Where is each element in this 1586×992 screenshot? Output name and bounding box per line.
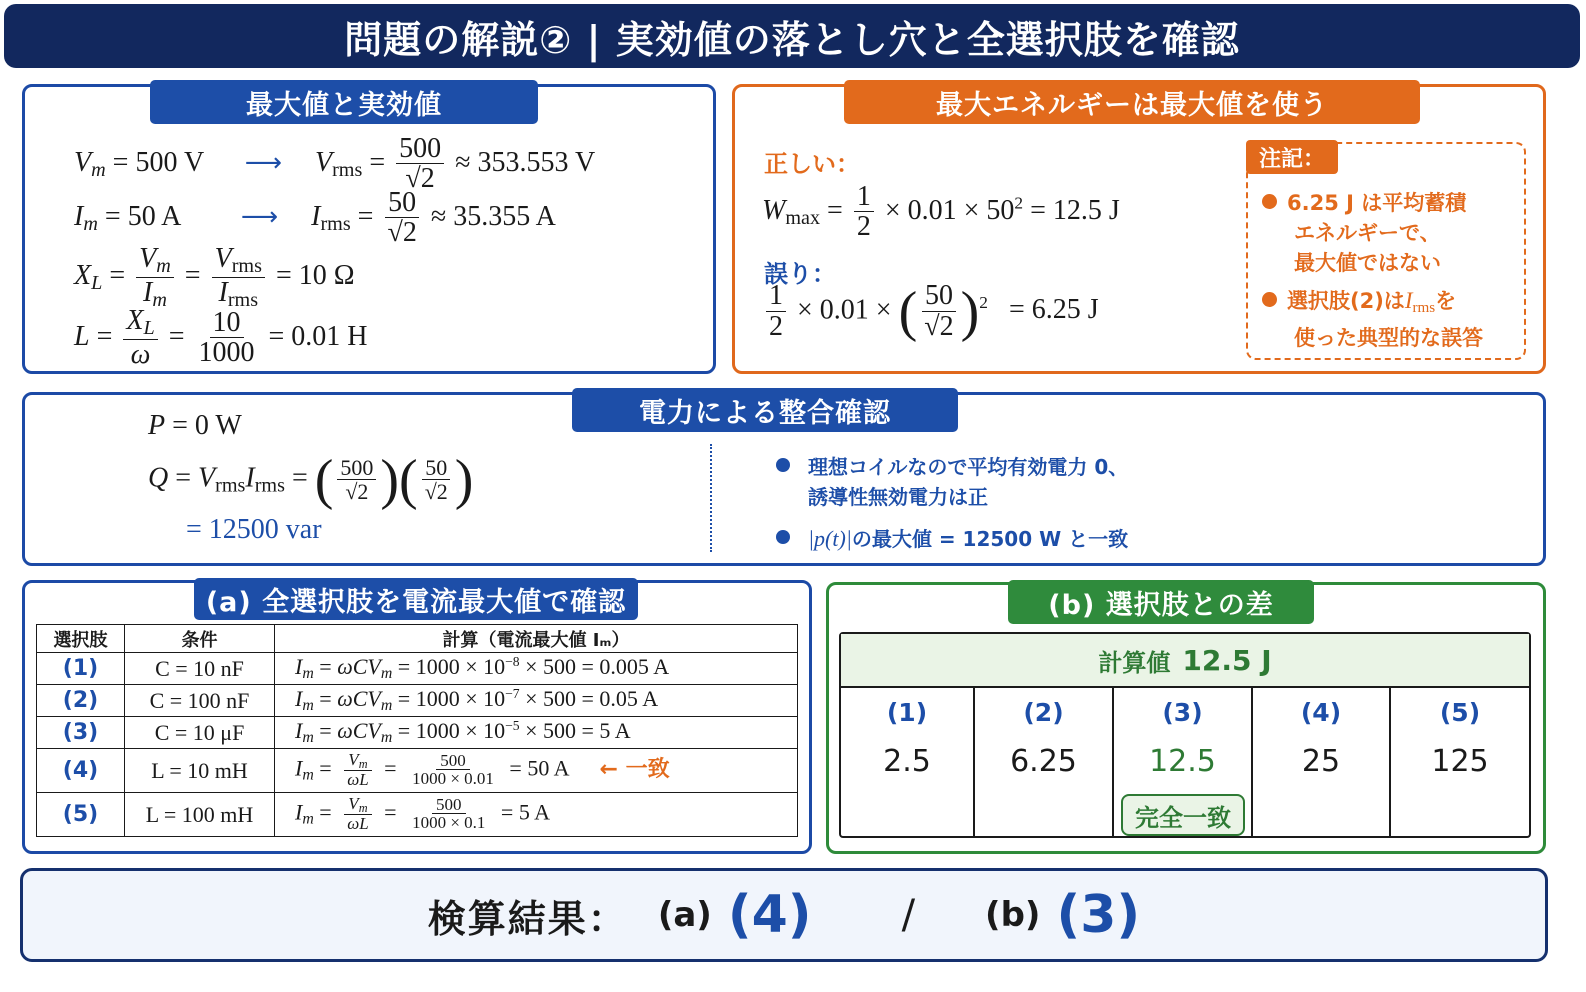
irms-numerator: 50 (385, 188, 419, 218)
wrong-mid: × 0.01 × (797, 294, 892, 326)
power-panel-title: 電力による整合確認 (572, 388, 958, 432)
irms-denominator: √2 (387, 217, 417, 249)
wmax-rhs: × 0.01 × 50 (884, 195, 1015, 227)
power-bullet-1: 理想コイルなので平均有効電力 0、 誘導性無効電力は正 (776, 452, 1128, 512)
energy-options-table (839, 632, 1531, 838)
vrms-numerator: 500 (396, 134, 444, 164)
wmax-exponent: 2 (1014, 193, 1024, 213)
result-a-value: (4) (727, 885, 812, 945)
table-header: 条件 (125, 625, 275, 653)
im-equation: $I_m = 50$ A ⟶ $I_{rms}$ = $\frac{50}{√2}$ ≈ 35.355 A (74, 187, 556, 249)
divider (710, 444, 712, 552)
max-rms-panel-title: 最大値と実効値 (150, 80, 538, 124)
table-header-row (37, 625, 798, 653)
match-note: ← 一致 (599, 756, 670, 782)
wrong-equation: $\frac{1}{2}$ × 0.01 × ( $\frac{50}{√2}$ )$^2$ = 6.25 J (762, 280, 1099, 344)
table-row: (2) C = 100 nF $I_m = \omega CV_m = 1000 \times 10^{-7} \times 500 = 0.05$ A (37, 685, 798, 717)
l-denominator: 1000 (198, 337, 255, 369)
xl-value: = 10 Ω (275, 260, 355, 292)
l-numerator: 10 (210, 308, 244, 338)
option-cell-1: (1) 2.5 (841, 688, 975, 836)
wrong-exponent: 2 (979, 293, 988, 313)
table-header: 選択肢 (37, 625, 125, 653)
p-equation: P = 0 W (148, 410, 242, 441)
result-label: 検算結果： (427, 896, 628, 941)
exact-match-badge: 完全一致 (1121, 794, 1245, 836)
wmax-value: = 12.5 J (1030, 195, 1120, 227)
result-bar (20, 868, 1548, 962)
panel-a-title: (a) 全選択肢を電流最大値で確認 (194, 578, 638, 620)
bullet-icon (1262, 292, 1277, 307)
note-item-2: 選択肢(2)は$I_{rms}$を 使った典型的な誤答 (1262, 286, 1483, 353)
wrong-label: 誤り： (764, 260, 836, 288)
correct-label: 正しい： (764, 150, 860, 178)
bullet-icon (776, 458, 790, 472)
vm-equation: $V_m = 500$ V ⟶ $V_{rms}$ = $\frac{500}{√2}$ ≈ 353.553 V (74, 133, 596, 195)
table-row: (1) C = 10 nF $I_m = \omega CV_m = 1000 \times 10^{-8} \times 500 = 0.005$ A (37, 653, 798, 685)
q-numerator-1: 500 (337, 456, 376, 480)
l-equation: L = $\frac{X_L}{\omega}$ = $\frac{10}{1000}$ = 0.01 H (74, 305, 368, 371)
wrong-numerator: 50 (922, 281, 956, 311)
table-row: (5) L = 100 mH $I_m$ = $\frac{V_m}{\omega L}$ = $\frac{500}{1000 \times 0.1}$ = 5 A (37, 793, 798, 837)
q-numerator-2: 50 (422, 456, 450, 480)
energy-panel-title: 最大エネルギーは最大値を使う (844, 80, 1420, 124)
option-cell-4: (4) 25 (1253, 688, 1391, 836)
im-value: 50 A (127, 201, 180, 233)
arrow-right-icon: ⟶ (244, 148, 282, 179)
result-a-label: (a) (657, 895, 712, 935)
option-cell-2: (2) 6.25 (975, 688, 1114, 836)
q-result: = 12500 var (186, 514, 322, 545)
vm-value: 500 V (135, 147, 204, 179)
irms-value: ≈ 35.355 A (430, 201, 556, 233)
vrms-denominator: √2 (405, 163, 435, 195)
page-title: 問題の解説② | 実効値の落とし穴と全選択肢を確認 (4, 4, 1580, 68)
table-header: 計算（電流最大値 Iₘ） (275, 625, 798, 653)
note-tag: 注記： (1246, 140, 1338, 174)
xl-equation: $X_L$ = $\frac{V_m}{I_m}$ = $\frac{V_{rms}}{I_{rms}}$ = 10 Ω (74, 243, 355, 312)
bullet-icon (776, 530, 790, 544)
l-value: = 0.01 H (268, 320, 368, 352)
arrow-right-icon: ⟶ (240, 202, 279, 233)
panel-b-title: (b) 選択肢との差 (1008, 580, 1314, 624)
result-b-label: (b) (985, 895, 1041, 935)
calc-value-header: 計算値 12.5 J (841, 634, 1529, 688)
table-row: (3) C = 10 μF $I_m = \omega CV_m = 1000 \times 10^{-5} \times 500 = 5$ A (37, 717, 798, 749)
wrong-value: = 6.25 J (1008, 294, 1099, 326)
current-table (36, 624, 798, 837)
wmax-equation: $W_{max}$ = $\frac{1}{2}$ × $0.01 \times 50^2 = 12.5$ J (762, 181, 1120, 243)
vrms-value: ≈ 353.553 V (455, 147, 596, 179)
q-equation: $Q = V_{rms}I_{rms}$ = ( $\frac{500}{√2}$ )( $\frac{50}{√2}$ ) (148, 449, 474, 511)
option-cell-5: (5) 125 (1431, 698, 1489, 779)
wrong-denominator: √2 (924, 310, 954, 342)
option-cell-3: (3) 12.5 (1114, 688, 1253, 836)
note-item-1: 6.25 J は平均蓄積 エネルギーで、 最大値ではない (1262, 188, 1466, 278)
result-b-value: (3) (1056, 885, 1141, 945)
result-slash: / (901, 892, 916, 938)
power-bullet-2: |p(t)|の最大値 = 12500 W と一致 (776, 524, 1128, 554)
table-row: (4) L = 10 mH $I_m$ = $\frac{V_m}{\omega L}$ = $\frac{500}{1000 \times 0.01}$ = 50 A ← 一致 (37, 749, 798, 793)
bullet-icon (1262, 194, 1277, 209)
